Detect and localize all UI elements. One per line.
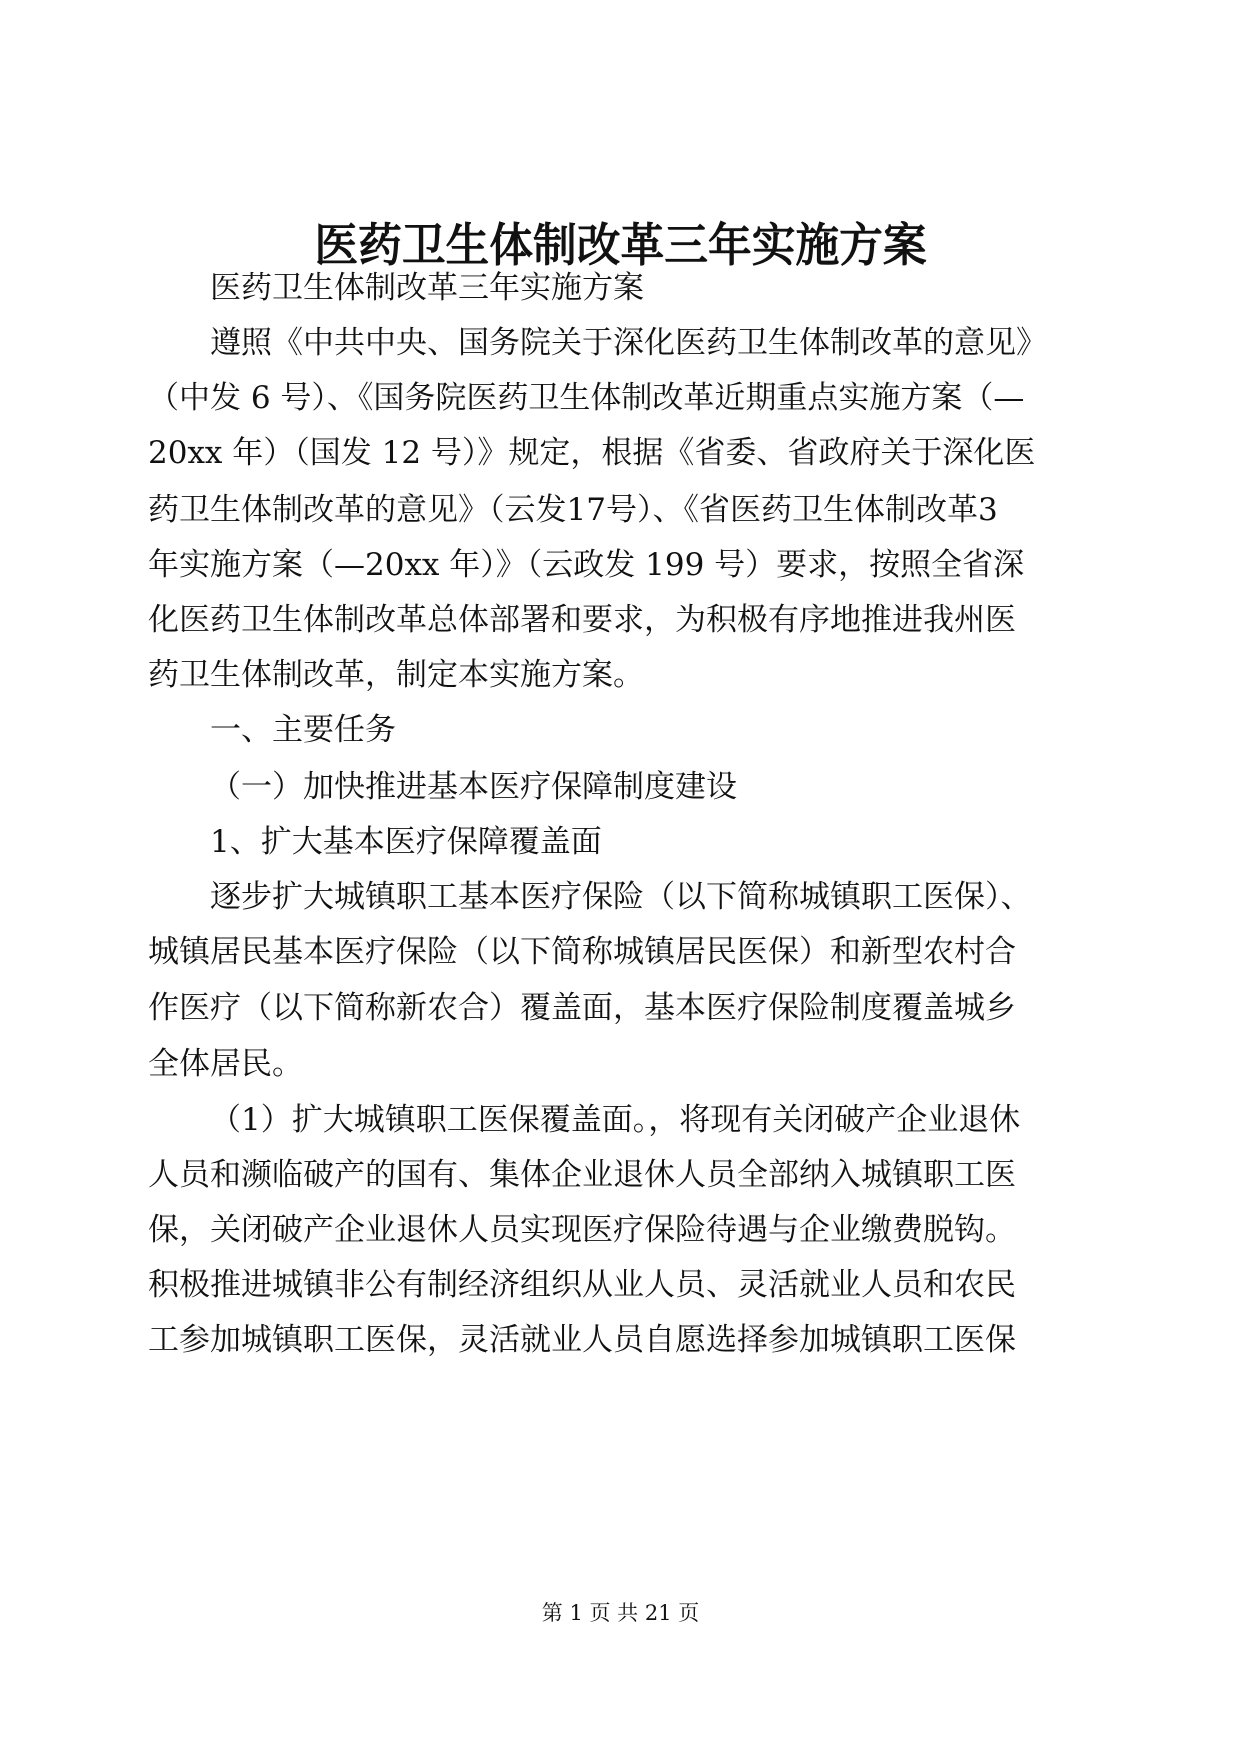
page-footer: 第 1 页 共 21 页 xyxy=(541,1601,700,1625)
text-line: 遵照《中共中央、国务院关于深化医药卫生体制改革的意见》 xyxy=(210,325,1047,361)
text-line: （1）扩大城镇职工医保覆盖面。，将现有关闭破产企业退休 xyxy=(210,1102,1021,1138)
text-line: 年实施方案（—20xx 年）》（云政发 199 号）要求，按照全省深 xyxy=(148,547,1025,583)
section-heading: 一、主要任务 xyxy=(210,712,396,748)
text-line: 保，关闭破产企业退休人员实现医疗保险待遇与企业缴费脱钩。 xyxy=(148,1212,1016,1248)
text-line: 作医疗（以下简称新农合）覆盖面，基本医疗保险制度覆盖城乡 xyxy=(148,990,1016,1026)
text-line: 人员和濒临破产的国有、集体企业退休人员全部纳入城镇职工医 xyxy=(148,1157,1016,1193)
text-line: 医药卫生体制改革三年实施方案 xyxy=(210,270,644,306)
text-line: 积极推进城镇非公有制经济组织从业人员、灵活就业人员和农民 xyxy=(148,1267,1016,1303)
document-title: 医药卫生体制改革三年实施方案 xyxy=(314,218,927,272)
text-line: 工参加城镇职工医保，灵活就业人员自愿选择参加城镇职工医保 xyxy=(148,1322,1016,1358)
item-heading: 1、扩大基本医疗保障覆盖面 xyxy=(210,824,602,860)
text-line: 化医药卫生体制改革总体部署和要求，为积极有序地推进我州医 xyxy=(148,602,1016,638)
text-line: （中发 6 号）、《国务院医药卫生体制改革近期重点实施方案（— xyxy=(148,380,1025,416)
text-line: 城镇居民基本医疗保险（以下简称城镇居民医保）和新型农村合 xyxy=(148,934,1016,970)
text-line: 逐步扩大城镇职工基本医疗保险（以下简称城镇职工医保）、 xyxy=(210,879,1032,915)
text-line: 全体居民。 xyxy=(148,1046,303,1082)
subsection-heading: （一）加快推进基本医疗保障制度建设 xyxy=(210,769,737,805)
text-line: 药卫生体制改革的意见》（云发17号）、《省医药卫生体制改革3 xyxy=(148,492,998,528)
text-line: 20xx 年）（国发 12 号）》规定，根据《省委、省政府关于深化医 xyxy=(148,435,1036,471)
text-line: 药卫生体制改革，制定本实施方案。 xyxy=(148,657,644,693)
